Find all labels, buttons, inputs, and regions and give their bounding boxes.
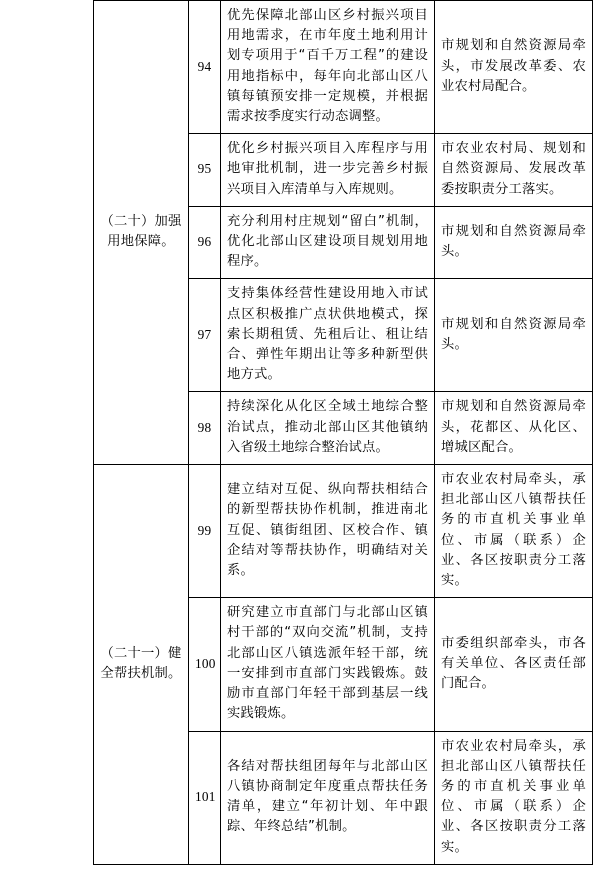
table-row	[94, 465, 593, 598]
category-cell	[94, 1, 189, 465]
task-description: 支持集体经营性建设用地入市试点区积极推广点状供地模式，探索长期租赁、先租后让、租让结合、弹性年期出让等多种新型供地方式。	[221, 279, 435, 392]
responsible-unit: 市规划和自然资源局牵头，花都区、从化区、增城区配合。	[435, 392, 593, 465]
row-number: 94	[189, 1, 221, 134]
responsible-unit: 市规划和自然资源局牵头，市发展改革委、农业农村局配合。	[435, 1, 593, 134]
task-description: 优化乡村振兴项目入库程序与用地审批机制，进一步完善乡村振兴项目入库清单与入库规则。	[221, 134, 435, 207]
table-row	[94, 1, 593, 134]
policy-task-table	[93, 0, 593, 865]
responsible-unit: 市委组织部牵头，市各有关单位、各区责任部门配合。	[435, 598, 593, 731]
row-number: 100	[189, 598, 221, 731]
task-description: 持续深化从化区全域土地综合整治试点，推动北部山区其他镇纳入省级土地综合整治试点。	[221, 392, 435, 465]
responsible-unit: 市规划和自然资源局牵头。	[435, 279, 593, 392]
task-description: 充分利用村庄规划“留白”机制，优化北部山区建设项目规划用地程序。	[221, 206, 435, 279]
responsible-unit: 市规划和自然资源局牵头。	[435, 206, 593, 279]
row-number: 98	[189, 392, 221, 465]
row-number: 101	[189, 731, 221, 864]
row-number: 97	[189, 279, 221, 392]
responsible-unit: 市农业农村局、规划和自然资源局、发展改革委按职责分工落实。	[435, 134, 593, 207]
responsible-unit: 市农业农村局牵头，承担北部山区八镇帮扶任务的市直机关事业单位、市属（联系）企业、各区按职责分工落实。	[435, 465, 593, 598]
responsible-unit: 市农业农村局牵头，承担北部山区八镇帮扶任务的市直机关事业单位、市属（联系）企业、各区按职责分工落实。	[435, 731, 593, 864]
category-cell	[94, 465, 189, 865]
task-description: 研究建立市直部门与北部山区镇村干部的“双向交流”机制，支持北部山区八镇选派年轻干部，统一安排到市直部门实践锻炼。鼓励市直部门年轻干部到基层一线实践锻炼。	[221, 598, 435, 731]
row-number: 99	[189, 465, 221, 598]
task-description: 各结对帮扶组团每年与北部山区八镇协商制定年度重点帮扶任务清单，建立“年初计划、年中跟踪、年终总结”机制。	[221, 731, 435, 864]
task-description: 优先保障北部山区乡村振兴项目用地需求，在市年度土地利用计划专项用于“百千万工程”的建设用地指标中，每年向北部山区八镇每镇预安排一定规模，并根据需求按季度实行动态调整。	[221, 1, 435, 134]
row-number: 96	[189, 206, 221, 279]
row-number: 95	[189, 134, 221, 207]
category-label: （二十）加强用地保障。	[100, 213, 182, 250]
task-description: 建立结对互促、纵向帮扶相结合的新型帮扶协作机制，推进南北互促、镇街组团、区校合作、镇企结对等帮扶协作，明确结对关系。	[221, 465, 435, 598]
category-label: （二十一）健全帮扶机制。	[100, 645, 182, 681]
